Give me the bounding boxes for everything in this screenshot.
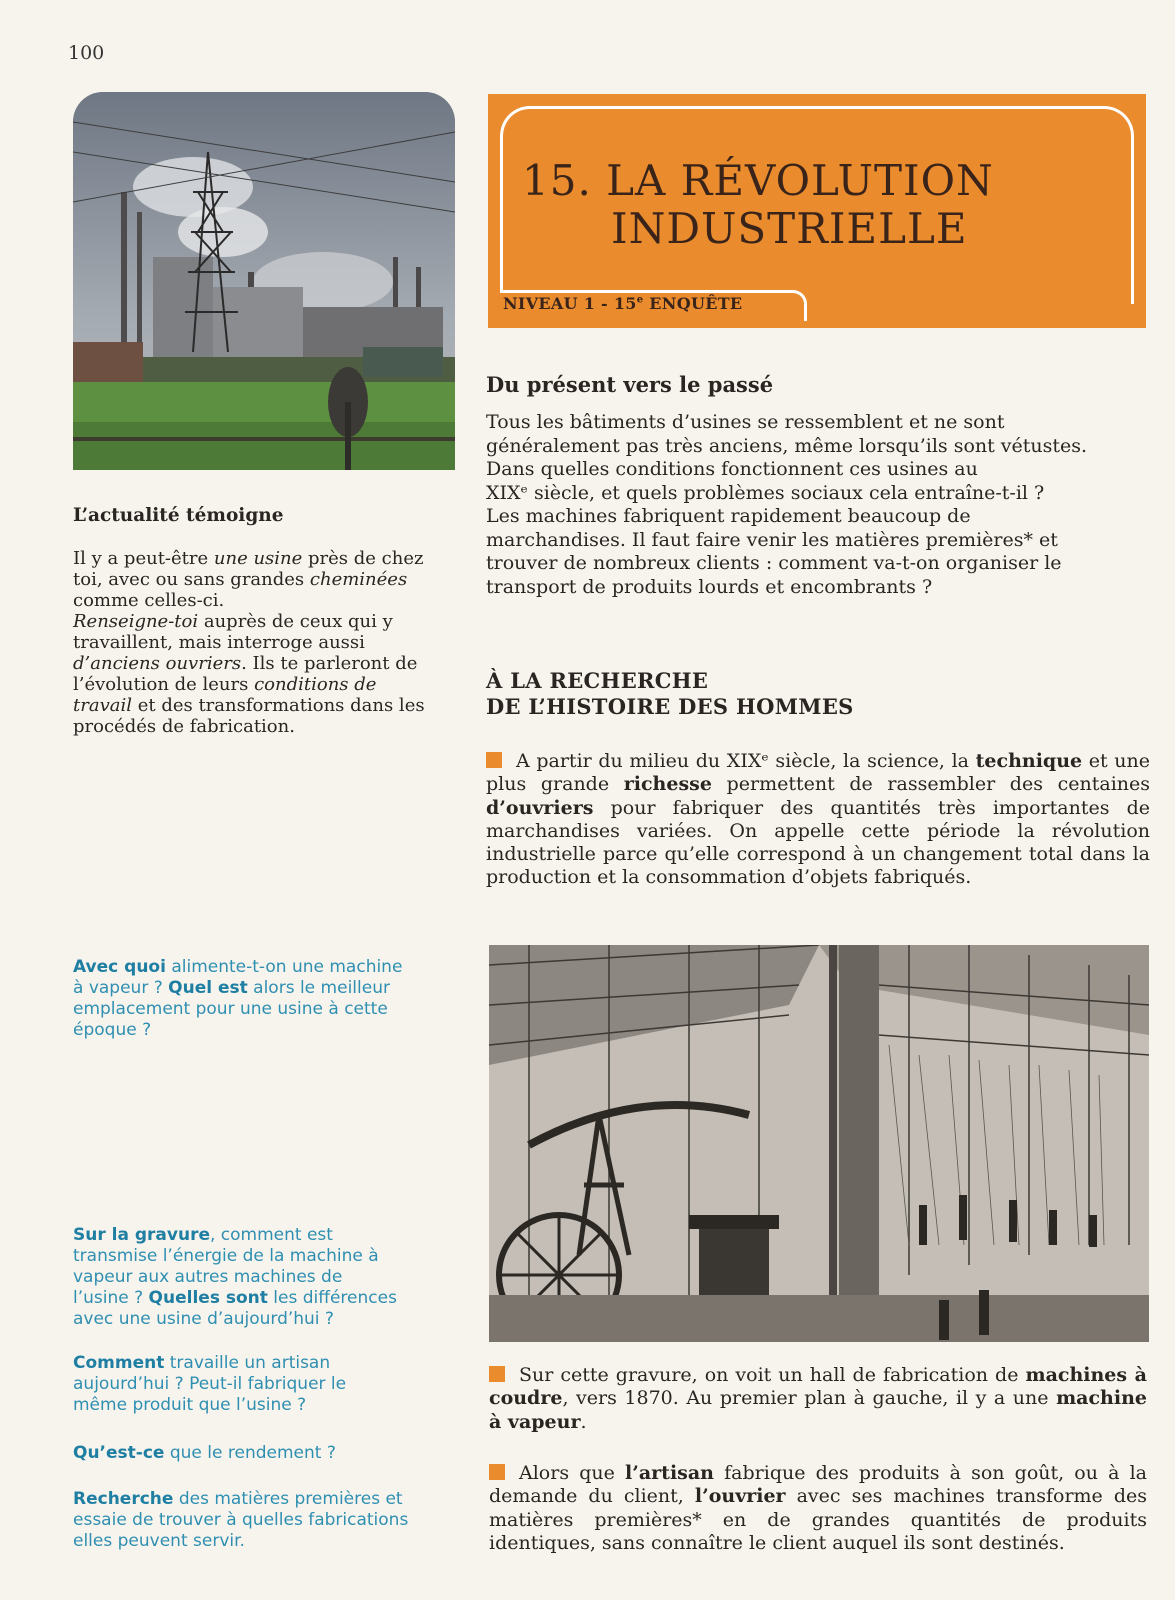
temoigne-line: travail et des transformations dans les [73,695,425,716]
orange-bullet-icon [489,1464,505,1480]
recherche-heading: À LA RECHERCHE DE L’HISTOIRE DES HOMMES [486,668,854,719]
chapter-title-line1: 15. LA RÉVOLUTION [522,156,994,205]
question-artisan: Comment travaille un artisan aujourd’hui ? Peut-il fabriquer le même produit que l’usine ? [73,1353,347,1415]
orange-bullet-icon [489,1366,505,1382]
factory-photo [73,92,455,470]
question-vapeur: Avec quoi alimente-t-on une machine à vapeur ? Quel est alors le meilleur emplacement pour une usine à cette époque ? [73,957,403,1040]
present-heading: Du présent vers le passé [486,372,774,397]
niveau-label: NIVEAU 1 - 15e ENQUÊTE [503,294,743,313]
question-recherche: Recherche des matières premières et essaie de trouver à quelles fabrications elles peuvent servir. [73,1489,409,1551]
page-number: 100 [68,42,105,64]
temoigne-line: comme celles-ci. [73,590,225,611]
factory-engraving-image [489,945,1149,1342]
temoigne-text [73,548,453,737]
paragraph-artisan: Alors que l’artisan fabrique des produits à son goût, ou à la demande du client, l’ouvrier avec ses machines transforme des matières premières* en de grandes quantités de produits identiques, sans connaître le client auquel ils sont destinés. [489,1462,1148,1554]
temoigne-line: travaillent, mais interroge aussi [73,632,365,653]
factory-engraving [489,945,1149,1342]
temoigne-line: l’évolution de leurs conditions de [73,674,377,695]
temoigne-line: Renseigne-toi auprès de ceux qui y [73,611,393,632]
temoigne-heading: L’actualité témoigne [73,505,284,526]
temoigne-line: toi, avec ou sans grandes cheminées [73,569,408,590]
chapter-title-line2: INDUSTRIELLE [611,204,968,253]
orange-bullet-icon [486,752,502,768]
paragraph-revolution: A partir du milieu du XIXᵉ siècle, la science, la technique et une plus grande richesse permettent de rassembler des centaines d’ouvriers pour fabriquer des quantités très importantes de marchandises variées. On appelle cette période la révolution industrielle parce qu’elle correspond à un changement total dans la production et la consommation d’objets fabriqués. [486,750,1151,889]
temoigne-line: procédés de fabrication. [73,716,295,737]
question-gravure: Sur la gravure, comment est transmise l’énergie de la machine à vapeur aux autres machines de l’usine ? Quelles sont les différences avec une usine d’aujourd’hui ? [73,1225,397,1329]
temoigne-line: d’anciens ouvriers. Ils te parleront de [73,653,418,674]
temoigne-line: Il y a peut-être une usine près de chez [73,548,424,569]
question-rendement: Qu’est-ce que le rendement ? [73,1443,336,1463]
paragraph-gravure: Sur cette gravure, on voit un hall de fabrication de machines à coudre, vers 1870. Au premier plan à gauche, il y a une machine à vapeur. [489,1364,1147,1433]
factory-photo-image [73,92,455,470]
present-text: Tous les bâtiments d’usines se ressemblent et ne sont généralement pas très anciens, même lorsqu’ils sont vétustes. Dans quelles conditions fonctionnent ces usines au XIXᵉ siècle, et quels problèmes sociaux cela entraîne-t-il ? Les machines fabriquent rapidement beaucoup de marchandises. Il faut faire venir les matières premières* et trouver de nombreux clients : comment va-t-on organiser le transport de produits lourds et encombrants ? [486,411,1088,598]
